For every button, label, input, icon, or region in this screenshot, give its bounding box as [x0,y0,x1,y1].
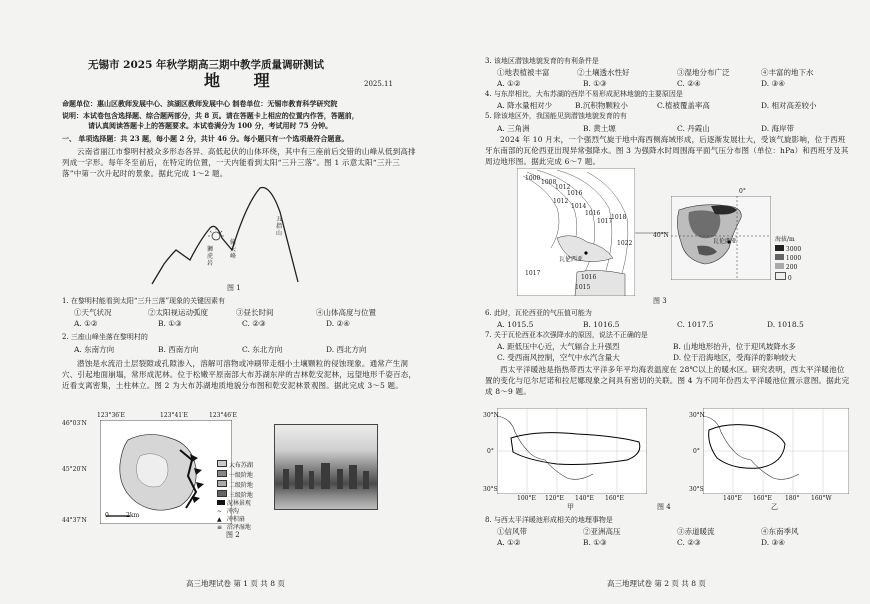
question-7-options-row1 [497,342,796,352]
q4-option-c[interactable]: C.植被覆盖率高 [657,101,710,110]
isobar-label: 1018 [611,214,627,221]
fig4-lat-label: 0° [693,448,700,455]
scale-2km: 2km [126,512,140,519]
q8-item-4: ④东南季风 [761,527,799,536]
legend-item: ▲ 冲积扇 [217,516,245,523]
figure-2-legend [217,460,253,532]
legend-item: 1000 [775,254,801,263]
question-6-stem: 6. 此时，瓦伦西亚的气压值可能为 [485,309,592,317]
question-7-options-row2 [497,353,796,363]
isobar-label: 1017 [597,218,613,225]
figure-1-caption: 图 1 [227,284,241,292]
q5-option-a[interactable]: A. 三角洲 [497,124,530,133]
q7-option-a[interactable]: A. 距低压中心近，大气辐合上升强烈 [497,342,620,351]
q1-option-d[interactable]: D. ②④ [326,319,350,328]
figure-1-mountains [150,182,310,287]
q8-option-b[interactable]: B. ①③ [583,538,607,547]
q6-option-c[interactable]: C. 1017.5 [677,320,714,329]
q6-option-a[interactable]: A. 1015.5 [497,320,534,329]
instructions-line-2: 请认真阅读答题卡上的答题要求。本试卷满分为 100 分，考试用时 75 分钟。 [88,121,333,130]
fig2-lat-1: 46°03′N [62,420,87,427]
mudforest-photo [274,424,378,510]
isobar-label: 1016 [581,274,597,281]
authors-line: 命题单位：惠山区教师发展中心、滨湖区教师发展中心 制卷单位：无锡市教育科学研究院 [62,99,338,108]
q6-option-b[interactable]: B. 1016.5 [583,320,620,329]
q8-option-a[interactable]: A. ①② [497,538,521,547]
question-1-items [74,308,376,318]
sun-icon [212,232,220,240]
q2-option-a[interactable]: A. 东南方向 [74,345,115,354]
q3-item-3: ③湿地分布广泛 [677,68,730,77]
fig2-lon-1: 123°36′E [97,412,125,419]
isobar-label: 1014 [571,203,587,210]
fig2-lon-2: 123°41′E [160,412,188,419]
q1-option-a[interactable]: A. ①② [74,319,98,328]
fig4-lat-label: 30°S [483,486,498,493]
q3-option-a[interactable]: A. ①② [497,79,521,88]
question-3-stem: 3. 该地区潜蚀地貌发育的有利条件是 [485,57,599,65]
q3-item-4: ④丰富的地下水 [761,68,814,77]
isobar-label: 1012 [553,198,569,205]
exam-date: 2025.11 [364,80,393,88]
exam-page-2 [435,0,870,604]
figure-4-sub-yi: 乙 [771,503,778,511]
isobar-label: 1008 [541,179,557,186]
q5-option-b[interactable]: B. 黄土塬 [583,124,616,133]
fig4-lon-label: 160°W [811,495,832,502]
question-3-options [497,79,785,89]
q5-option-c[interactable]: C. 丹霞山 [677,124,710,133]
isobar-label: 1015 [575,284,591,291]
legend-item: 3000 [775,245,801,254]
q1-item-2: ②太阳视运动弧度 [148,308,208,317]
q6-option-d[interactable]: D. 1018.5 [767,320,804,329]
legend-item: ~ 冲沟 [217,508,239,515]
question-3-items [497,68,814,78]
q7-option-b[interactable]: B. 山地地形抬升，位于迎风坡降水多 [673,342,796,351]
section-heading: 一、 单项选择题：共 23 题，每小题 2 分，共计 46 分。每小题只有一个选项最符合题意。 [62,134,349,143]
fig4-lon-label: 160°E [605,495,624,502]
q1-item-3: ③昼长时间 [236,308,274,317]
question-2-options [74,345,367,355]
question-7-stem: 7. 关于瓦伦西亚本次强降水的原因，说法不正确的是 [485,331,648,339]
q8-item-1: ①信风带 [497,527,527,536]
q7-option-d[interactable]: D. 位于沿海地区，受海洋的影响较大 [673,353,797,362]
fig2-lat-3: 44°37′N [62,517,87,524]
question-2-stem: 2. 三座山峰坐落在黎明村的 [62,333,148,341]
peak-label-toutianfeng: 偷天峰 [230,239,237,260]
legend-item: 200 [775,263,801,272]
isobar-label: 1016 [585,210,601,217]
q3-item-1: ①地表植被丰富 [497,68,550,77]
q8-item-3: ③赤道暖流 [677,527,715,536]
q3-item-2: ②土壤透水性好 [577,68,630,77]
question-5-options [497,124,794,134]
question-8-options [497,538,785,548]
question-1-stem: 1. 在黎明村能看到太阳“三升三落”现象的关键因素有 [62,297,226,305]
q8-item-2: ②亚洲高压 [583,527,621,536]
isobar-label: 1016 [567,190,583,197]
figure-2-caption: 图 2 [226,531,240,539]
instructions-line-1: 说明：本试卷包含选择题、综合题两部分，共 8 页。请在答题卡上相应的位置内作答，答题前， [62,111,359,120]
legend-item: 一级阶地 [217,470,253,480]
q1-option-b[interactable]: B. ①③ [158,319,182,328]
fig4-lon-label: 160°E [753,495,772,502]
fig3-lat-40n: 40°N [653,232,669,239]
figure-2-map [100,420,232,524]
fig4-lon-label: 140°E [575,495,594,502]
passage-2: 潜蚀是水流沿土层裂隙或孔隙渗入，溶解可溶物或冲刷带走细小土壤颗粒的侵蚀现象。通常产生洞穴、引起地面崩塌，常形成泥林。位于松嫩平原南部大布苏湖东岸的吉林乾安泥林，远望地形千姿百态，近看支离密集，土柱林立。图 2 为大布苏湖地质地貌分布图和乾安泥林景观图。据此完成 3～5 题。 [62,359,417,390]
fig4-lat-label: 30°N [689,412,705,419]
legend-item: 二级阶地 [217,480,253,490]
exam-title: 无锡市 2025 年秋学期高三期中教学质量调研测试 [88,59,325,71]
figure-4-sub-jia: 甲 [567,503,574,511]
fig2-lat-2: 45°20′N [62,466,87,473]
question-4-stem: 4. 与东岸相比，大布苏湖的西岸不易形成泥林地貌的主要原因是 [485,90,683,98]
q8-option-c[interactable]: C. ②③ [677,538,701,547]
isobar-label: 1017 [525,270,541,277]
fig3-city-label-right: 瓦伦西亚 [713,238,738,245]
q8-option-d[interactable]: D. ③④ [761,538,785,547]
q1-option-c[interactable]: C. ②③ [242,319,266,328]
q1-item-4: ④山体高度与位置 [316,308,376,317]
q3-option-d[interactable]: D. ③④ [761,79,785,88]
fig4-lon-label: 140°E [723,495,742,502]
elevation-legend [775,236,801,283]
fig4-lat-label: 0° [487,448,494,455]
question-4-options [497,101,817,111]
fig2-lon-3: 123°46′E [209,412,237,419]
isobar-label: 1000 [525,175,541,182]
q4-option-d[interactable]: D. 相对高差较小 [761,101,817,110]
page-footer-2: 高三地理试卷 第 2 页 共 8 页 [607,579,706,588]
figure-3-caption: 图 3 [653,297,667,305]
isobar-label: 1022 [617,240,633,247]
fig3-city-label-left: 瓦伦西亚 [559,256,584,263]
q2-option-c[interactable]: C. 东北方向 [242,345,283,354]
fig4-lat-label: 30°N [483,412,499,419]
legend-item: 0 [775,272,801,283]
passage-4: 西太平洋暖池是指热带西太平洋多年平均海表温度在 28℃以上的暖水区。研究表明，西太平洋暖池位置的变化与厄尔尼诺和拉尼娜现象之间具有密切的关联。图 4 为不同年份西太平洋暖池位置示意图。据此完成 8～9 题。 [485,365,850,396]
figure-4-caption: 图 4 [657,503,671,511]
q7-option-c[interactable]: C. 受西南风控制，空气中水汽含量大 [497,353,620,362]
q5-option-d[interactable]: D. 海岸带 [761,124,795,133]
question-8-stem: 8. 与西太平洋暖池形成相关的地理事物是 [485,516,613,524]
page-footer-1: 高三地理试卷 第 1 页 共 8 页 [186,579,285,588]
legend-item: 泥林景观 [217,500,253,508]
subject-title: 地 理 [204,71,284,90]
valencia-point [584,251,587,254]
q3-option-c[interactable]: C. ②④ [677,79,701,88]
question-6-options [497,320,804,330]
fig4-lat-label: 30°S [689,486,704,493]
fig4-lon-label: 180° [785,495,800,502]
fig4-lon-label: 100°E [517,495,536,502]
legend-title: 海拔/m [775,236,795,243]
peak-label-wuzhishan: 五指山 [276,216,283,237]
scale-zero: 0 [105,512,109,519]
q4-option-b[interactable]: B.沉积物颗粒小 [575,101,628,110]
legend-item: 三级阶地 [217,490,253,500]
question-1-options [74,319,350,329]
q2-option-d[interactable]: D. 西北方向 [326,345,367,354]
figure-4-map-jia [497,408,647,494]
isobar-label: 1012 [555,184,571,191]
passage-1: 云南省丽江市黎明村被众多形态各异、高低起伏的山体环绕，其中有三座前后交错的山峰从低到高排列成一字形。每年冬至前后，在特定的位置，一天内能看到太阳“三升三落”。图 1 示意太阳“三升三落”中第一次升起时的景象。据此完成 1～2 题。 [62,147,416,178]
q4-option-a[interactable]: A. 降水量相对少 [497,101,553,110]
q2-option-b[interactable]: B. 西南方向 [158,345,199,354]
figure-4-map-yi [703,408,849,494]
fig4-lon-label: 120°E [545,495,564,502]
q3-option-b[interactable]: B. ①③ [583,79,607,88]
question-8-items [497,527,799,537]
legend-item: ≡ 沼泽湿地 [217,524,251,531]
legend-item: 大布苏湖 [217,460,253,470]
peak-label-shihuyan: 狮虎岩 [207,246,214,267]
q1-item-1: ①天气状况 [74,308,112,317]
question-5-stem: 5. 除该地区外，我国能见到潜蚀地貌发育的有 [485,112,627,120]
passage-3: 2024 年 10 月末，一个强烈气旋于地中海西侧海域形成，后逐渐发展壮大，受该气旋影响，位于西班牙东南部的瓦伦西亚出现异常强降水。图 3 为强降水时周围海平面气压分布图（单位：hPa）和西班牙及其周边地形图。据此完成 6～7 题。 [485,135,849,166]
fig3-lon-0: 0° [739,188,746,195]
